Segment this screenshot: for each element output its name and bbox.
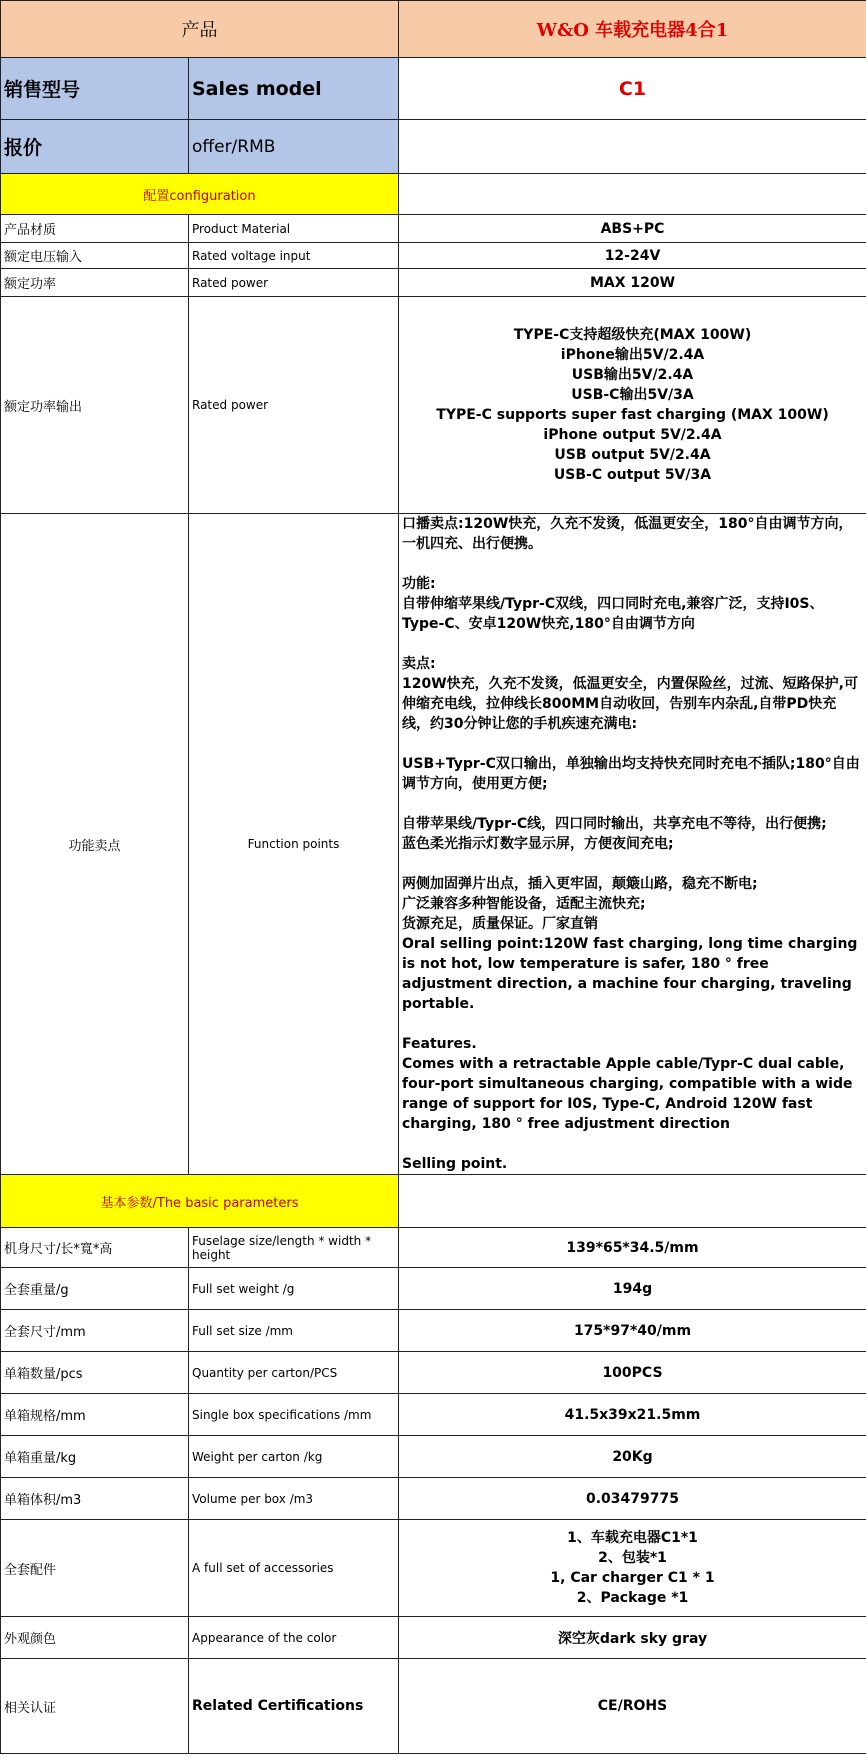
color-en: Appearance of the color <box>189 1617 399 1659</box>
certification-value: CE/ROHS <box>399 1659 866 1754</box>
param-en: Quantity per carton/PCS <box>189 1352 399 1394</box>
output-row <box>1 297 866 514</box>
certification-en: Related Certifications <box>189 1659 399 1754</box>
param-value: 20Kg <box>399 1436 866 1478</box>
basic-section-title: 基本参数/The basic parameters <box>1 1175 399 1228</box>
param-row <box>1 1228 866 1268</box>
accessories-en: A full set of accessories <box>189 1520 399 1617</box>
param-cn: 单箱体积/m3 <box>1 1478 189 1520</box>
param-row <box>1 1394 866 1436</box>
output-en: Rated power <box>189 297 399 514</box>
param-value: 139*65*34.5/mm <box>399 1228 866 1268</box>
param-value: 175*97*40/mm <box>399 1310 866 1352</box>
offer-cn: 报价 <box>1 120 189 174</box>
config-section-empty <box>399 174 866 215</box>
accessories-row <box>1 1520 866 1617</box>
header-product-name: W&O 车载充电器4合1 <box>399 1 866 58</box>
output-value: TYPE-C支持超级快充(MAX 100W) iPhone输出5V/2.4A USB输出5V/2.4A USB-C输出5V/3A TYPE-C supports super fast charging (MAX 100W) iPhone output 5V/2.4A USB output 5V/2.4A USB-C output 5V/3A <box>399 297 866 514</box>
function-en: Function points <box>189 514 399 1175</box>
sales-model-value: C1 <box>399 58 866 120</box>
param-row <box>1 1268 866 1310</box>
color-cn: 外观颜色 <box>1 1617 189 1659</box>
basic-section-empty <box>399 1175 866 1228</box>
function-row <box>1 514 866 1175</box>
function-value: 口播卖点:120W快充，久充不发烫，低温更安全，180°自由调节方向，一机四充、出行便携。 功能: 自带伸缩苹果线/Typr-C双线，四口同时充电,兼容广泛，支持I0S、Type-C、安卓120W快充,180°自由调节方向 卖点: 120W快充，久充不发烫，低温更安全，内置保险丝，过流、短路保护,可伸缩充电线，拉伸线长800MM自动收回，告别车内杂乱,自带PD快充线，约30分钟让您的手机疾速充满电: USB+Typr-C双口输出，单独输出均支持快充同时充电不插队;180°自由调节方向，使用更方便; 自带苹果线/Typr-C线，四口同时输出，共享充电不等待，出行便携; 蓝色柔光指示灯数字显示屏，方便夜间充电; 两侧加固弹片出点，插入更牢固，颠簸山路，稳充不断电; 广泛兼容多种智能设备，适配主流快充; 货源充足，质量保证。厂家直销 Oral selling point:120W fast charging, long time charging is not hot, low temperature is safer, 180 ° free adjustment direction, a machine four charging, traveling portable. Features. Comes with a retractable Apple cable/Typr-C dual cable, four-port simultaneous charging, compatible with a wide range of support for I0S, Type-C, Android 120W fast charging, 180 ° free adjustment direction Selling point. <box>399 514 866 1175</box>
header-product-label: 产品 <box>1 1 399 58</box>
param-cn: 单箱规格/mm <box>1 1394 189 1436</box>
accessories-cn: 全套配件 <box>1 1520 189 1617</box>
basic-section-row <box>1 1175 866 1228</box>
param-cn: 单箱重量/kg <box>1 1436 189 1478</box>
param-cn: 全套尺寸/mm <box>1 1310 189 1352</box>
output-cn: 额定功率输出 <box>1 297 189 514</box>
param-cn: 机身尺寸/长*寬*高 <box>1 1228 189 1268</box>
param-en: Full set size /mm <box>189 1310 399 1352</box>
param-row <box>1 1478 866 1520</box>
param-value: 194g <box>399 1268 866 1310</box>
certification-cn: 相关认证 <box>1 1659 189 1754</box>
sales-model-en: Sales model <box>189 58 399 120</box>
header-row <box>1 1 866 58</box>
param-row <box>1 1352 866 1394</box>
param-cn: 全套重量/g <box>1 1268 189 1310</box>
param-en: Single box specifications /mm <box>189 1394 399 1436</box>
spec-row <box>1 243 866 269</box>
offer-row <box>1 120 866 174</box>
config-section-row <box>1 174 866 215</box>
param-value: 100PCS <box>399 1352 866 1394</box>
spec-cn: 额定功率 <box>1 269 189 297</box>
certification-row <box>1 1659 866 1754</box>
param-en: Volume per box /m3 <box>189 1478 399 1520</box>
color-value: 深空灰dark sky gray <box>399 1617 866 1659</box>
spec-en: Rated voltage input <box>189 243 399 269</box>
spec-cn: 产品材质 <box>1 215 189 243</box>
accessories-value: 1、车载充电器C1*1 2、包装*1 1, Car charger C1 * 1 2、Package *1 <box>399 1520 866 1617</box>
color-row <box>1 1617 866 1659</box>
param-value: 0.03479775 <box>399 1478 866 1520</box>
spec-en: Rated power <box>189 269 399 297</box>
sales-model-cn: 销售型号 <box>1 58 189 120</box>
param-cn: 单箱数量/pcs <box>1 1352 189 1394</box>
param-row <box>1 1310 866 1352</box>
offer-en: offer/RMB <box>189 120 399 174</box>
sales-model-row <box>1 58 866 120</box>
param-value: 41.5x39x21.5mm <box>399 1394 866 1436</box>
spec-cn: 额定电压输入 <box>1 243 189 269</box>
param-en: Weight per carton /kg <box>189 1436 399 1478</box>
param-en: Full set weight /g <box>189 1268 399 1310</box>
spec-value: ABS+PC <box>399 215 866 243</box>
function-cn: 功能卖点 <box>1 514 189 1175</box>
spec-en: Product Material <box>189 215 399 243</box>
spec-row <box>1 269 866 297</box>
config-section-title: 配置configuration <box>1 174 399 215</box>
spec-value: MAX 120W <box>399 269 866 297</box>
spec-value: 12-24V <box>399 243 866 269</box>
param-en: Fuselage size/length * width * height <box>189 1228 399 1268</box>
spec-row <box>1 215 866 243</box>
offer-value <box>399 120 866 174</box>
param-row <box>1 1436 866 1478</box>
